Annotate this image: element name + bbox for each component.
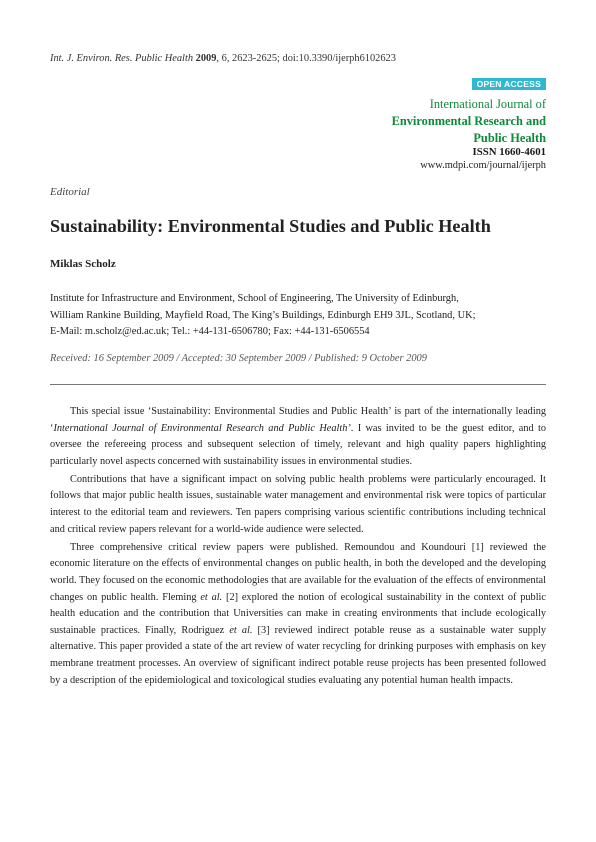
journal-name-line3: Public Health [473, 131, 546, 145]
citation-details: , 6, 2623-2625; doi:10.3390/ijerph6102623 [216, 53, 396, 64]
contact-line: E-Mail: m.scholz@ed.ac.uk; Tel.: +44-131-6506780; Fax: +44-131-6506554 [50, 326, 370, 338]
section-label: Editorial [50, 186, 90, 198]
journal-name [346, 96, 546, 147]
journal-name-line2: Environmental Research and [391, 114, 546, 128]
journal-name-line1: International Journal of [429, 97, 546, 111]
citation-line [50, 53, 396, 64]
paragraph-1: This special issue ‘Sustainability: Environmental Studies and Public Health’ is part of the internationally leading ‘International Journal of Environmental Research and Public Health’. I was invited to be the guest editor, and to oversee the refereeing process and subsequent selection of timely, relevant and high quality papers highlighting particularly novel aspects concerned with sustainability issues in environmental studies. [50, 406, 546, 467]
journal-abbrev: Int. J. Environ. Res. Public Health [50, 53, 194, 64]
affiliation-line: Institute for Infrastructure and Environment, School of Engineering, The University of Edinburgh, [50, 293, 459, 304]
affiliation [50, 291, 550, 341]
open-access-badge: OPEN ACCESS [472, 78, 546, 90]
article-title: Sustainability: Environmental Studies and Public Health [50, 216, 491, 236]
divider [50, 384, 546, 385]
paragraph-3: Three comprehensive critical review papers were published. Remoundou and Koundouri [1] reviewed the economic literature on the effects of environmental changes on public health, in both the developed and the developing world. They focused on the economic methodologies that are available for the evaluation of the effects of environmental changes on public health. Fleming et al. [2] explored the notion of ecological sustainability in the context of public health education and the contribution that Universities can make in creating environments that include ecologically sustainable practices. Finally, Rodriguez et al. [3] reviewed indirect potable reuse as a sustainable water supply alternative. This paper provided a state of the art review of water recycling for drinking purposes with emphasis on key membrane treatment processes. An overview of significant indirect potable reuse projects has been presented followed by a description of the epidemiological and toxicological studies evaluating any potential human health impacts. [50, 541, 546, 686]
journal-title-italic: International Journal of Environmental Research and Public Health’ [53, 422, 351, 434]
affiliation-line: William Rankine Building, Mayfield Road, The King’s Buildings, Edinburgh EH9 3JL, Scotland, UK; [50, 309, 476, 321]
issn: ISSN 1660-4601 [472, 146, 546, 158]
author-name: Miklas Scholz [50, 258, 116, 270]
journal-website-link[interactable]: www.mdpi.com/journal/ijerph [420, 160, 546, 171]
et-al: et al. [229, 624, 253, 636]
citation-year: 2009 [195, 53, 217, 64]
article-body [50, 404, 546, 691]
publication-dates: Received: 16 September 2009 / Accepted: 30 September 2009 / Published: 9 October 2009 [50, 353, 427, 364]
paragraph-2: Contributions that have a significant impact on solving public health problems were particularly encouraged. It follows that major public health issues, sustainable water management and environmental risk were topics of particular interest to the editorial team and reviewers. Ten papers comprising various scientific contributions including technical and critical review papers relevant for a world-wide audience were selected. [50, 473, 546, 535]
et-al: et al. [200, 591, 223, 603]
